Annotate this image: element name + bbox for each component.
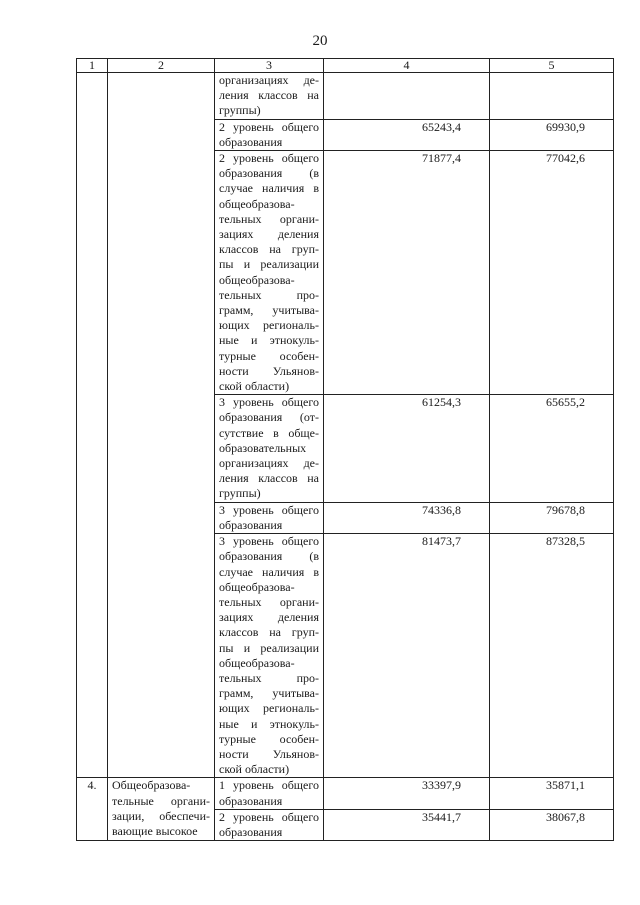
education-level-line: тельных органи- [219, 594, 319, 609]
education-level-line: ные и этнокуль- [219, 333, 319, 348]
education-level-line: образовательных [219, 440, 307, 455]
education-level-line: тельных про- [219, 287, 319, 302]
education-level-cell [215, 778, 324, 809]
header-col-3: 3 [215, 59, 324, 73]
education-level-line: сутствие в обще- [219, 425, 319, 440]
organization-line: зации, обеспечи- [112, 808, 210, 823]
header-col-2: 2 [108, 59, 215, 73]
education-level-line: группы) [219, 103, 261, 118]
education-level-line: общеобразова- [219, 272, 295, 287]
education-level-line: образования [219, 793, 283, 808]
education-level-cell [215, 534, 324, 778]
education-level-line: образования (в [219, 549, 319, 564]
tariff-table [76, 58, 614, 841]
value-col-5: 38067,8 [490, 809, 614, 840]
education-level-line: образования [219, 134, 283, 149]
education-level-line: случае наличия в [219, 181, 319, 196]
education-level-line: 3 уровень общего [219, 395, 319, 410]
header-col-4: 4 [324, 59, 490, 73]
education-level-line: классов на груп- [219, 242, 319, 257]
row-number-cell [77, 73, 108, 778]
education-level-line: группы) [219, 486, 261, 501]
education-level-line: общеобразова- [219, 196, 295, 211]
education-level-cell [215, 502, 324, 533]
education-level-line: образования [219, 517, 283, 532]
education-level-line: тельных органи- [219, 211, 319, 226]
education-level-line: образования (в [219, 166, 319, 181]
education-level-line: 3 уровень общего [219, 502, 319, 517]
education-level-line: образования (от- [219, 410, 319, 425]
education-level-cell [215, 395, 324, 502]
education-level-line: ской области) [219, 762, 290, 777]
value-col-5: 69930,9 [490, 119, 614, 150]
education-level-line: классов на груп- [219, 625, 319, 640]
header-col-1: 1 [77, 59, 108, 73]
education-level-line: ления классов на [219, 471, 319, 486]
education-level-line: ные и этнокуль- [219, 716, 319, 731]
value-col-4: 71877,4 [324, 151, 490, 395]
education-level-line: 1 уровень общего [219, 778, 319, 793]
value-col-5: 87328,5 [490, 534, 614, 778]
education-level-line: тельных про- [219, 670, 319, 685]
organization-line: тельные органи- [112, 793, 210, 808]
value-col-5: 65655,2 [490, 395, 614, 502]
education-level-line: ления классов на [219, 88, 319, 103]
value-col-4: 81473,7 [324, 534, 490, 778]
education-level-line: грамм, учитыва- [219, 303, 319, 318]
education-level-line: ности Ульянов- [219, 746, 319, 761]
education-level-line: ской области) [219, 379, 290, 394]
header-col-5: 5 [490, 59, 614, 73]
value-col-4 [324, 73, 490, 120]
education-level-line: 2 уровень общего [219, 809, 319, 824]
organization-line: вающие высокое [112, 823, 198, 838]
education-level-line: ющих региональ- [219, 701, 319, 716]
education-level-line: общеобразова- [219, 655, 295, 670]
education-level-line: 2 уровень общего [219, 151, 319, 166]
education-level-line: ности Ульянов- [219, 363, 319, 378]
education-level-cell [215, 151, 324, 395]
education-level-cell [215, 809, 324, 840]
value-col-5: 79678,8 [490, 502, 614, 533]
education-level-line: общеобразова- [219, 579, 295, 594]
education-level-line: турные особен- [219, 348, 319, 363]
organization-cell [108, 778, 215, 841]
education-level-cell [215, 119, 324, 150]
education-level-line: зациях деления [219, 227, 319, 242]
table-row [77, 778, 614, 809]
organization-cell [108, 73, 215, 778]
education-level-line: организациях де- [219, 456, 319, 471]
education-level-line: образования [219, 824, 283, 839]
education-level-line: ющих региональ- [219, 318, 319, 333]
table-header-row [77, 59, 614, 73]
value-col-4: 65243,4 [324, 119, 490, 150]
education-level-line: 2 уровень общего [219, 119, 319, 134]
value-col-4: 35441,7 [324, 809, 490, 840]
education-level-line: пы и реализации [219, 257, 319, 272]
education-level-line: зациях деления [219, 610, 319, 625]
organization-line: Общеобразова- [112, 778, 191, 793]
value-col-4: 74336,8 [324, 502, 490, 533]
value-col-4: 33397,9 [324, 778, 490, 809]
education-level-line: пы и реализации [219, 640, 319, 655]
value-col-5: 35871,1 [490, 778, 614, 809]
table-row [77, 73, 614, 120]
education-level-line: организациях де- [219, 73, 319, 87]
education-level-line: 3 уровень общего [219, 534, 319, 549]
education-level-line: грамм, учитыва- [219, 686, 319, 701]
education-level-line: случае наличия в [219, 564, 319, 579]
value-col-4: 61254,3 [324, 395, 490, 502]
page-number: 20 [312, 33, 328, 49]
value-col-5 [490, 73, 614, 120]
education-level-cell [215, 73, 324, 120]
row-number-cell: 4. [77, 778, 108, 841]
value-col-5: 77042,6 [490, 151, 614, 395]
education-level-line: турные особен- [219, 731, 319, 746]
